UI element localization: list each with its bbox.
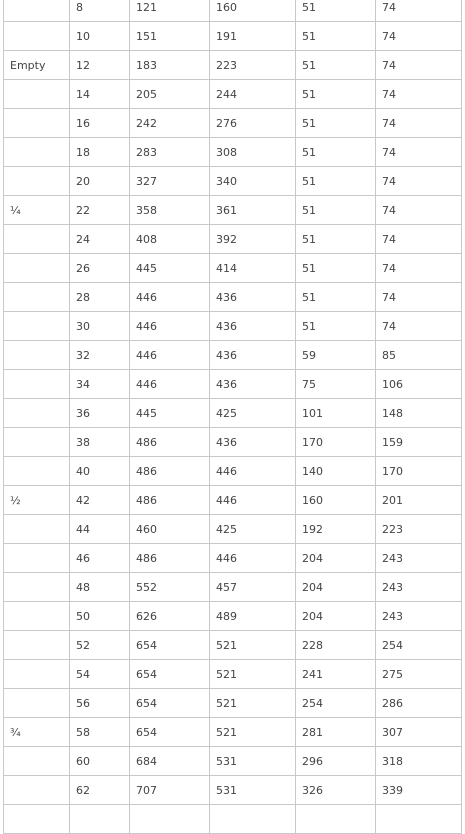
col-1-cell: 20 xyxy=(70,167,130,196)
fuel-level-cell xyxy=(4,428,70,457)
fuel-level-cell xyxy=(4,602,70,631)
fuel-level-cell xyxy=(4,457,70,486)
col-5-cell: 74 xyxy=(376,196,462,225)
col-1-cell: 10 xyxy=(70,22,130,51)
col-1-cell: 26 xyxy=(70,254,130,283)
fuel-level-cell xyxy=(4,225,70,254)
col-3-cell: 521 xyxy=(210,718,296,747)
col-2-cell xyxy=(130,805,210,834)
col-3-cell xyxy=(210,805,296,834)
col-5-cell: 223 xyxy=(376,515,462,544)
col-3-cell: 436 xyxy=(210,283,296,312)
col-4-cell: 51 xyxy=(296,312,376,341)
col-4-cell: 160 xyxy=(296,486,376,515)
col-4-cell: 75 xyxy=(296,370,376,399)
col-3-cell: 414 xyxy=(210,254,296,283)
fuel-level-cell xyxy=(4,254,70,283)
fuel-level-cell xyxy=(4,515,70,544)
fuel-level-cell xyxy=(4,689,70,718)
table-row xyxy=(4,515,462,544)
table-row xyxy=(4,109,462,138)
col-1-cell: 56 xyxy=(70,689,130,718)
col-4-cell: 296 xyxy=(296,747,376,776)
col-1-cell: 16 xyxy=(70,109,130,138)
col-2-cell: 486 xyxy=(130,457,210,486)
col-1-cell xyxy=(70,805,130,834)
col-2-cell: 486 xyxy=(130,544,210,573)
col-2-cell: 445 xyxy=(130,399,210,428)
col-4-cell xyxy=(296,805,376,834)
col-3-cell: 531 xyxy=(210,747,296,776)
col-3-cell: 191 xyxy=(210,22,296,51)
col-5-cell: 74 xyxy=(376,22,462,51)
table-row xyxy=(4,747,462,776)
col-1-cell: 50 xyxy=(70,602,130,631)
fuel-level-cell xyxy=(4,544,70,573)
fuel-level-cell xyxy=(4,22,70,51)
fuel-level-cell xyxy=(4,283,70,312)
col-3-cell: 446 xyxy=(210,457,296,486)
col-5-cell: 254 xyxy=(376,631,462,660)
col-1-cell: 40 xyxy=(70,457,130,486)
col-5-cell: 148 xyxy=(376,399,462,428)
col-5-cell: 286 xyxy=(376,689,462,718)
table-row xyxy=(4,573,462,602)
col-1-cell: 28 xyxy=(70,283,130,312)
col-1-cell: 42 xyxy=(70,486,130,515)
col-2-cell: 242 xyxy=(130,109,210,138)
table-row xyxy=(4,138,462,167)
col-3-cell: 436 xyxy=(210,341,296,370)
col-5-cell: 275 xyxy=(376,660,462,689)
col-4-cell: 204 xyxy=(296,544,376,573)
col-3-cell: 521 xyxy=(210,689,296,718)
col-3-cell: 160 xyxy=(210,0,296,22)
col-4-cell: 204 xyxy=(296,573,376,602)
col-1-cell: 46 xyxy=(70,544,130,573)
col-5-cell: 159 xyxy=(376,428,462,457)
fuel-level-cell xyxy=(4,167,70,196)
col-3-cell: 521 xyxy=(210,631,296,660)
col-4-cell: 281 xyxy=(296,718,376,747)
fuel-level-cell xyxy=(4,341,70,370)
col-4-cell: 51 xyxy=(296,225,376,254)
col-4-cell: 51 xyxy=(296,138,376,167)
table-row xyxy=(4,254,462,283)
col-2-cell: 654 xyxy=(130,718,210,747)
col-1-cell: 38 xyxy=(70,428,130,457)
table-row xyxy=(4,196,462,225)
fuel-level-cell xyxy=(4,138,70,167)
col-1-cell: 8 xyxy=(70,0,130,22)
table-row xyxy=(4,660,462,689)
col-1-cell: 54 xyxy=(70,660,130,689)
col-2-cell: 446 xyxy=(130,283,210,312)
col-3-cell: 436 xyxy=(210,370,296,399)
col-1-cell: 52 xyxy=(70,631,130,660)
col-4-cell: 204 xyxy=(296,602,376,631)
col-1-cell: 44 xyxy=(70,515,130,544)
col-5-cell: 307 xyxy=(376,718,462,747)
col-2-cell: 654 xyxy=(130,689,210,718)
col-2-cell: 626 xyxy=(130,602,210,631)
col-5-cell: 74 xyxy=(376,138,462,167)
table-row xyxy=(4,718,462,747)
col-5-cell: 170 xyxy=(376,457,462,486)
col-3-cell: 521 xyxy=(210,660,296,689)
table-row xyxy=(4,776,462,805)
col-3-cell: 223 xyxy=(210,51,296,80)
table-row xyxy=(4,428,462,457)
col-3-cell: 361 xyxy=(210,196,296,225)
fuel-level-cell xyxy=(4,631,70,660)
col-1-cell: 34 xyxy=(70,370,130,399)
table-row xyxy=(4,689,462,718)
col-2-cell: 446 xyxy=(130,370,210,399)
fuel-level-cell: ¼ xyxy=(4,196,70,225)
col-5-cell: 318 xyxy=(376,747,462,776)
col-2-cell: 460 xyxy=(130,515,210,544)
fuel-level-cell xyxy=(4,776,70,805)
table-row xyxy=(4,631,462,660)
col-5-cell: 74 xyxy=(376,167,462,196)
table-row xyxy=(4,0,462,22)
col-5-cell: 74 xyxy=(376,254,462,283)
col-3-cell: 489 xyxy=(210,602,296,631)
col-2-cell: 446 xyxy=(130,341,210,370)
col-1-cell: 36 xyxy=(70,399,130,428)
table-row xyxy=(4,370,462,399)
col-2-cell: 486 xyxy=(130,428,210,457)
table-row xyxy=(4,80,462,109)
col-2-cell: 707 xyxy=(130,776,210,805)
table-row xyxy=(4,167,462,196)
col-3-cell: 425 xyxy=(210,515,296,544)
col-4-cell: 51 xyxy=(296,196,376,225)
col-3-cell: 308 xyxy=(210,138,296,167)
table-row xyxy=(4,51,462,80)
col-4-cell: 51 xyxy=(296,254,376,283)
data-table xyxy=(3,0,462,834)
col-5-cell: 201 xyxy=(376,486,462,515)
col-4-cell: 228 xyxy=(296,631,376,660)
col-5-cell: 85 xyxy=(376,341,462,370)
col-4-cell: 51 xyxy=(296,22,376,51)
fuel-level-cell xyxy=(4,312,70,341)
fuel-level-cell: ¾ xyxy=(4,718,70,747)
col-3-cell: 446 xyxy=(210,544,296,573)
fuel-level-cell xyxy=(4,805,70,834)
fuel-level-cell xyxy=(4,747,70,776)
col-2-cell: 151 xyxy=(130,22,210,51)
col-4-cell: 51 xyxy=(296,51,376,80)
col-1-cell: 12 xyxy=(70,51,130,80)
col-4-cell: 51 xyxy=(296,109,376,138)
table-row xyxy=(4,544,462,573)
table-row xyxy=(4,602,462,631)
col-5-cell: 74 xyxy=(376,0,462,22)
col-4-cell: 140 xyxy=(296,457,376,486)
col-4-cell: 51 xyxy=(296,0,376,22)
fuel-level-cell xyxy=(4,370,70,399)
col-2-cell: 283 xyxy=(130,138,210,167)
col-2-cell: 327 xyxy=(130,167,210,196)
col-2-cell: 408 xyxy=(130,225,210,254)
col-4-cell: 192 xyxy=(296,515,376,544)
table-row xyxy=(4,312,462,341)
col-2-cell: 445 xyxy=(130,254,210,283)
col-5-cell: 74 xyxy=(376,312,462,341)
col-4-cell: 170 xyxy=(296,428,376,457)
col-2-cell: 654 xyxy=(130,631,210,660)
col-3-cell: 531 xyxy=(210,776,296,805)
data-table-container xyxy=(3,0,461,834)
table-row xyxy=(4,225,462,254)
fuel-level-cell: ½ xyxy=(4,486,70,515)
table-row xyxy=(4,22,462,51)
col-4-cell: 59 xyxy=(296,341,376,370)
col-1-cell: 14 xyxy=(70,80,130,109)
col-5-cell xyxy=(376,805,462,834)
col-5-cell: 74 xyxy=(376,283,462,312)
col-4-cell: 51 xyxy=(296,167,376,196)
col-3-cell: 425 xyxy=(210,399,296,428)
col-4-cell: 101 xyxy=(296,399,376,428)
col-4-cell: 51 xyxy=(296,80,376,109)
col-5-cell: 243 xyxy=(376,602,462,631)
col-2-cell: 205 xyxy=(130,80,210,109)
col-5-cell: 74 xyxy=(376,225,462,254)
col-5-cell: 243 xyxy=(376,573,462,602)
col-2-cell: 654 xyxy=(130,660,210,689)
table-row xyxy=(4,283,462,312)
col-4-cell: 51 xyxy=(296,283,376,312)
col-2-cell: 486 xyxy=(130,486,210,515)
col-5-cell: 106 xyxy=(376,370,462,399)
col-3-cell: 392 xyxy=(210,225,296,254)
table-row xyxy=(4,805,462,834)
col-1-cell: 48 xyxy=(70,573,130,602)
col-5-cell: 339 xyxy=(376,776,462,805)
col-4-cell: 254 xyxy=(296,689,376,718)
col-3-cell: 244 xyxy=(210,80,296,109)
col-2-cell: 358 xyxy=(130,196,210,225)
col-3-cell: 446 xyxy=(210,486,296,515)
col-1-cell: 60 xyxy=(70,747,130,776)
col-1-cell: 18 xyxy=(70,138,130,167)
col-1-cell: 32 xyxy=(70,341,130,370)
col-4-cell: 241 xyxy=(296,660,376,689)
col-4-cell: 326 xyxy=(296,776,376,805)
fuel-level-cell xyxy=(4,80,70,109)
table-row xyxy=(4,457,462,486)
fuel-level-cell xyxy=(4,573,70,602)
fuel-level-cell: Empty xyxy=(4,51,70,80)
col-2-cell: 446 xyxy=(130,312,210,341)
col-3-cell: 276 xyxy=(210,109,296,138)
col-3-cell: 436 xyxy=(210,312,296,341)
col-3-cell: 457 xyxy=(210,573,296,602)
col-5-cell: 74 xyxy=(376,51,462,80)
col-5-cell: 74 xyxy=(376,109,462,138)
col-5-cell: 243 xyxy=(376,544,462,573)
col-1-cell: 30 xyxy=(70,312,130,341)
table-row xyxy=(4,399,462,428)
col-3-cell: 340 xyxy=(210,167,296,196)
fuel-level-cell xyxy=(4,660,70,689)
col-1-cell: 22 xyxy=(70,196,130,225)
col-1-cell: 58 xyxy=(70,718,130,747)
col-2-cell: 552 xyxy=(130,573,210,602)
col-2-cell: 684 xyxy=(130,747,210,776)
fuel-level-cell xyxy=(4,109,70,138)
table-row xyxy=(4,486,462,515)
col-2-cell: 183 xyxy=(130,51,210,80)
fuel-level-cell xyxy=(4,399,70,428)
col-1-cell: 62 xyxy=(70,776,130,805)
col-5-cell: 74 xyxy=(376,80,462,109)
col-3-cell: 436 xyxy=(210,428,296,457)
fuel-level-cell xyxy=(4,0,70,22)
table-row xyxy=(4,341,462,370)
table-body xyxy=(4,0,462,834)
col-1-cell: 24 xyxy=(70,225,130,254)
col-2-cell: 121 xyxy=(130,0,210,22)
